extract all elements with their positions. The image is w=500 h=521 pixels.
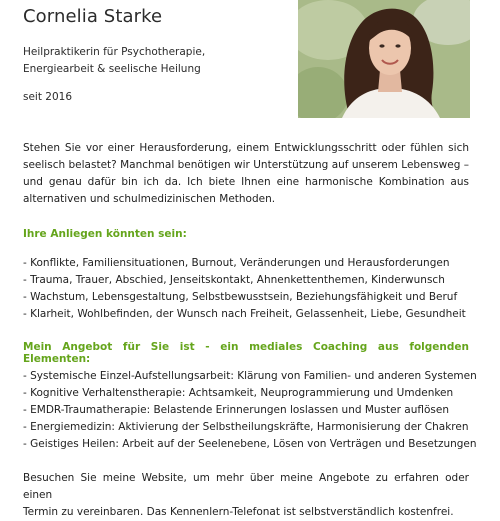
professional-title [23, 44, 205, 78]
portrait-illustration [298, 0, 470, 118]
offer-list [23, 368, 477, 453]
list-item: - Wachstum, Lebensgestaltung, Selbstbewusstsein, Beziehungsfähigkeit und Beruf [23, 291, 458, 303]
list-item: - Kognitive Verhaltenstherapie: Achtsamkeit, Neuprogrammierung und Umdenken [23, 387, 454, 399]
person-name: Cornelia Starke [23, 6, 163, 27]
list-item: - Systemische Einzel-Aufstellungsarbeit: Klärung von Familien- und anderen Systemen [23, 370, 477, 382]
role-line-1: Heilpraktikerin für Psychotherapie, [23, 46, 206, 58]
closing-paragraph [23, 470, 469, 521]
offer-heading: Mein Angebot für Sie ist - ein mediales Coaching aus folgenden Elementen: [23, 341, 469, 365]
list-item: - Trauma, Trauer, Abschied, Jenseitskontakt, Ahnenkettenthemen, Kinderwunsch [23, 274, 445, 286]
outro-line: Besuchen Sie meine Website, um mehr über meine Angebote zu erfahren oder einen [23, 472, 469, 501]
intro-line: alternativen und schulmedizinischen Methoden. [23, 193, 276, 205]
intro-paragraph [23, 140, 469, 208]
concerns-list [23, 255, 469, 323]
intro-line: und genau dafür bin ich da. Ich biete Ihnen eine harmonische Kombination aus [23, 176, 469, 188]
role-line-2: Energiearbeit & seelische Heilung [23, 63, 201, 75]
list-item: - Geistiges Heilen: Arbeit auf der Seelenebene, Lösen von Verträgen und Besetzungen [23, 438, 477, 450]
list-item: - Energiemedizin: Aktivierung der Selbstheilungskräfte, Harmonisierung der Chakren [23, 421, 469, 433]
portrait-photo [298, 0, 470, 118]
concerns-heading: Ihre Anliegen könnten sein: [23, 228, 187, 240]
since-year: seit 2016 [23, 91, 73, 103]
list-item: - Konflikte, Familiensituationen, Burnout, Veränderungen und Herausforderungen [23, 257, 450, 269]
list-item: - Klarheit, Wohlbefinden, der Wunsch nach Freiheit, Gelassenheit, Liebe, Gesundheit [23, 308, 466, 320]
intro-line: seelisch belastet? Manchmal benötigen wir Unterstützung auf unserem Lebensweg – [23, 159, 469, 171]
outro-line: Termin zu vereinbaren. Das Kennenlern-Telefonat ist selbstverständlich kostenfrei. [23, 506, 454, 518]
list-item: - EMDR-Traumatherapie: Belastende Erinnerungen loslassen und Muster auflösen [23, 404, 449, 416]
intro-line: Stehen Sie vor einer Herausforderung, einem Entwicklungsschritt oder fühlen sich [23, 142, 469, 154]
